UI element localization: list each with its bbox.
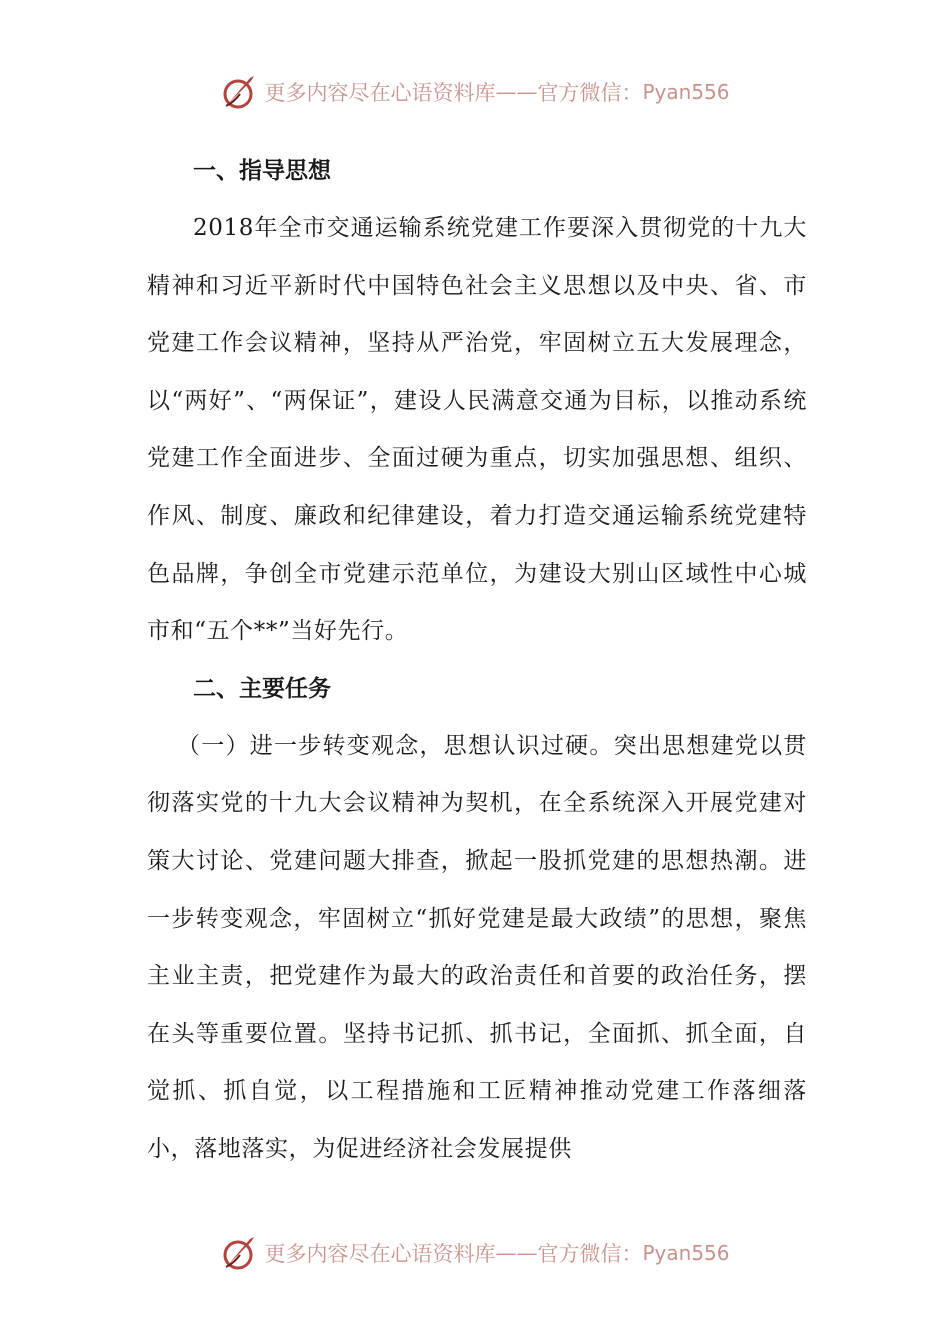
watermark-wechat-label: 官方微信： — [537, 81, 643, 105]
watermark-text: 更多内容尽在心语资料库 — [264, 81, 496, 105]
quill-logo-icon — [220, 72, 260, 112]
watermark-wechat-id: Pyan556 — [642, 1241, 730, 1265]
paragraph-guiding-ideology: 2018年全市交通运输系统党建工作要深入贯彻党的十九大精神和习近平新时代中国特色社会主义思想以及中央、省、市党建工作会议精神，坚持从严治党，牢固树立五大发展理念，以“两好”、“两保证”，建设人民满意交通为目标，以推动系统党建工作全面进步、全面过硬为重点，切实加强思想、组织、作风、制度、廉政和纪律建设，着力打造交通运输系统党建特色品牌，争创全市党建示范单位，为建设大别山区域性中心城市和“五个**”当好先行。 — [147, 215, 807, 645]
section-heading-guiding-ideology: 一、指导思想 — [193, 158, 331, 184]
watermark-wechat-label: 官方微信： — [537, 1242, 643, 1266]
quill-logo-icon — [220, 1233, 260, 1273]
watermark-dash: —— — [495, 1241, 538, 1265]
document-body — [147, 143, 807, 1179]
section-heading-main-tasks: 二、主要任务 — [193, 675, 331, 702]
watermark-header — [0, 70, 950, 114]
paragraph-main-tasks: （一）进一步转变观念，思想认识过硬。突出思想建党以贯彻落实党的十九大会议精神为契机，在全系统深入开展党建对策大讨论、党建问题大排查，掀起一股抓党建的思想热潮。进一步转变观念，牢固树立“抓好党建是最大政绩”的思想，聚焦主业主责，把党建作为最大的政治责任和首要的政治任务，摆在头等重要位置。坚持书记抓、抓书记，全面抓、抓全面，自觉抓、抓自觉，以工程措施和工匠精神推动党建工作落细落小，落地落实，为促进经济社会发展提供 — [147, 732, 807, 1162]
watermark-text: 更多内容尽在心语资料库 — [264, 1242, 496, 1266]
watermark-wechat-id: Pyan556 — [642, 80, 730, 104]
watermark-footer — [0, 1231, 950, 1275]
watermark-dash: —— — [495, 80, 538, 104]
